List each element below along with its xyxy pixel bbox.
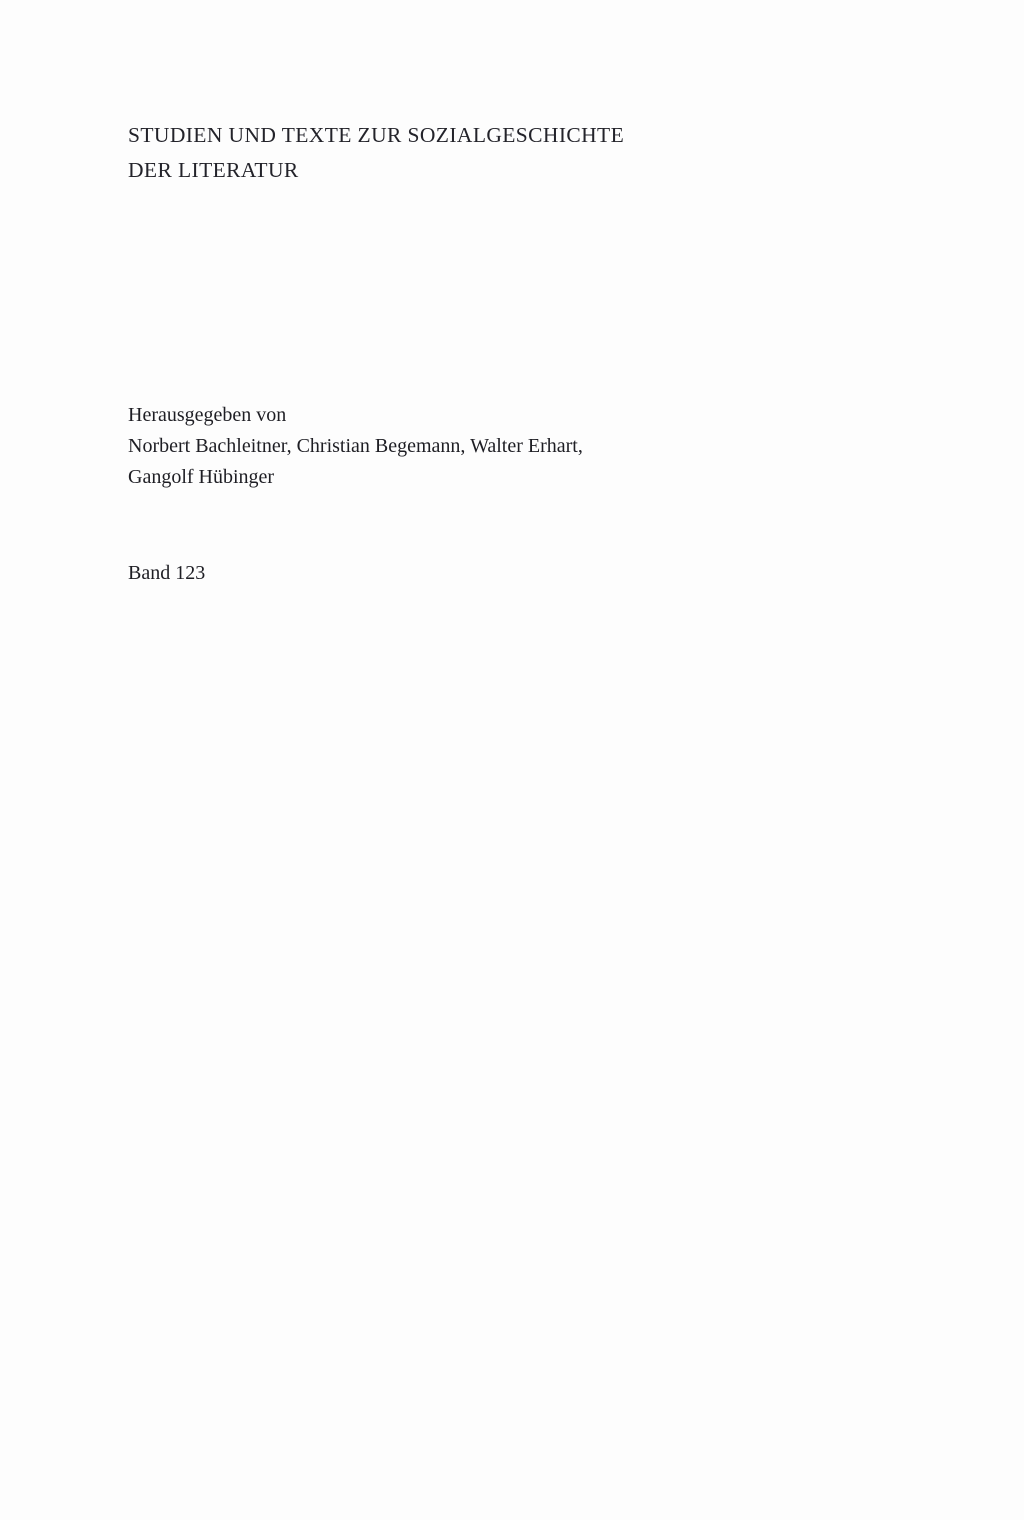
page-content	[128, 118, 828, 589]
series-title	[128, 118, 828, 188]
series-title-line-1: STUDIEN UND TEXTE ZUR SOZIALGESCHICHTE	[128, 123, 625, 147]
series-title-line-2: DER LITERATUR	[128, 158, 299, 182]
editors-block	[128, 400, 828, 493]
editors-names-line-2: Gangolf Hübinger	[128, 466, 275, 488]
editors-names-line-1: Norbert Bachleitner, Christian Begemann, Walter Erhart,	[128, 435, 583, 457]
editors-intro: Herausgegeben von	[128, 404, 287, 426]
volume-number: Band 123	[128, 562, 206, 584]
